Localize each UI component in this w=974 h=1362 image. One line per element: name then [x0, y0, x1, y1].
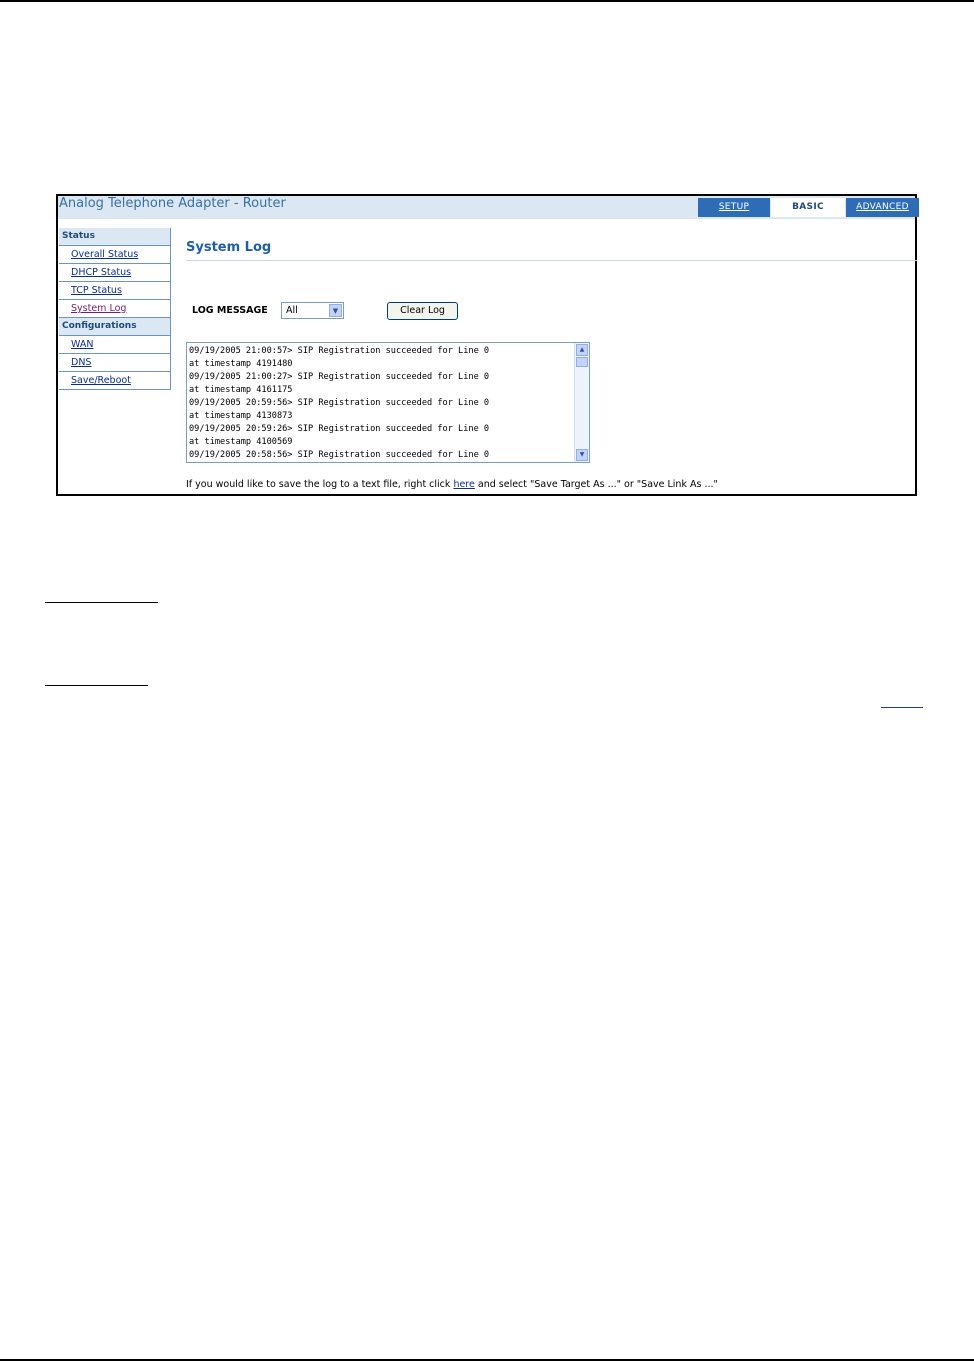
router-ui-screenshot — [56, 194, 917, 496]
sidebar-item-system-log[interactable]: System Log — [59, 300, 170, 318]
log-filter-value: All — [286, 305, 298, 316]
log-line: at timestamp 4130873 — [189, 411, 293, 421]
log-line: at timestamp 4100569 — [189, 437, 293, 447]
sidebar-section-status: Status — [59, 228, 170, 246]
sidebar-item-save-reboot[interactable]: Save/Reboot — [71, 375, 131, 386]
clear-log-button[interactable]: Clear Log — [387, 302, 458, 320]
tab-basic[interactable]: BASIC — [771, 198, 845, 217]
save-log-note — [186, 479, 718, 490]
log-filter-select[interactable] — [281, 302, 344, 319]
log-line: 09/19/2005 20:59:56> SIP Registration succeeded for Line 0 — [189, 398, 490, 408]
log-line: at timestamp 4161175 — [189, 385, 293, 395]
app-header — [58, 196, 915, 219]
sidebar-item-overall-status[interactable]: Overall Status — [59, 246, 170, 264]
scroll-up-icon[interactable]: ▲ — [576, 344, 588, 356]
scroll-down-icon[interactable]: ▼ — [576, 449, 588, 461]
log-line: 09/19/2005 21:00:27> SIP Registration succeeded for Line 0 — [189, 372, 490, 382]
log-message-label: LOG MESSAGE — [192, 305, 268, 316]
sidebar-item-wan[interactable]: WAN — [59, 336, 170, 354]
sidebar-item-dns[interactable]: DNS — [59, 354, 170, 372]
save-note-text-before: If you would like to save the log to a text file, right click — [186, 479, 454, 490]
sidebar-nav — [59, 228, 171, 390]
log-scrollbar[interactable] — [574, 343, 589, 462]
log-line: 09/19/2005 20:58:56> SIP Registration succeeded for Line 0 — [189, 450, 490, 460]
document-heading-underline — [45, 685, 148, 686]
sidebar-section-configurations: Configurations — [59, 318, 170, 336]
page-top-rule — [0, 0, 974, 2]
scroll-thumb[interactable] — [576, 357, 588, 367]
document-link-underline[interactable] — [881, 707, 923, 708]
save-log-link[interactable]: here — [453, 479, 475, 490]
app-title: Analog Telephone Adapter - Router — [59, 196, 286, 211]
save-note-text-after: and select "Save Target As ..." or "Save Link As ..." — [474, 479, 718, 490]
sidebar-item-dhcp-status[interactable]: DHCP Status — [59, 264, 170, 282]
log-content — [189, 345, 574, 462]
chevron-down-icon[interactable]: ▼ — [329, 304, 342, 317]
log-line: at timestamp 4191480 — [189, 359, 293, 369]
log-line: 09/19/2005 20:59:26> SIP Registration succeeded for Line 0 — [189, 424, 490, 434]
tab-setup[interactable]: SETUP — [698, 198, 770, 217]
document-heading-underline — [45, 602, 158, 603]
sidebar-item-tcp-status[interactable]: TCP Status — [59, 282, 170, 300]
log-textarea[interactable] — [186, 342, 590, 463]
title-divider — [186, 260, 917, 261]
page-title: System Log — [186, 240, 272, 255]
log-line: 09/19/2005 21:00:57> SIP Registration succeeded for Line 0 — [189, 346, 490, 356]
tab-advanced[interactable]: ADVANCED — [846, 198, 919, 217]
page-bottom-rule — [0, 1359, 974, 1361]
